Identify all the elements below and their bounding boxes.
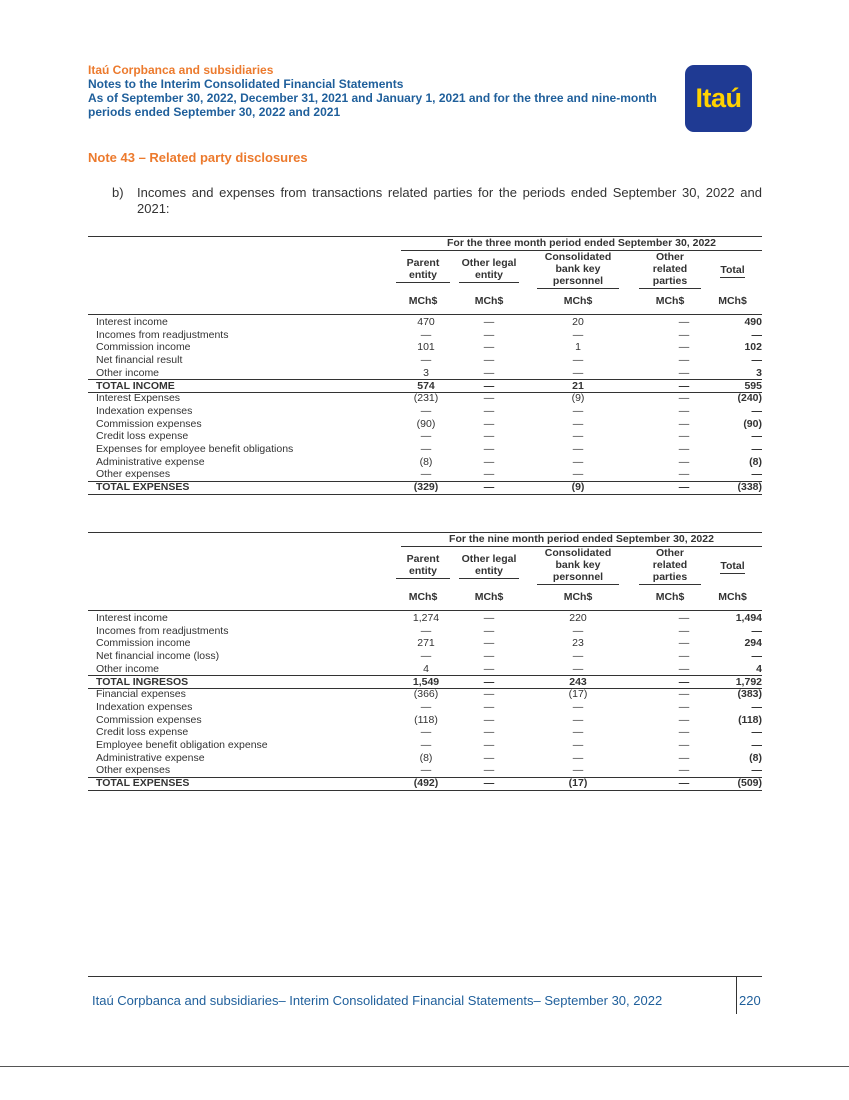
row-value: — bbox=[678, 751, 690, 764]
row-value: — bbox=[572, 328, 584, 341]
row-label: TOTAL EXPENSES bbox=[96, 481, 190, 494]
row-value: — bbox=[572, 751, 584, 764]
row-value: — bbox=[483, 624, 495, 637]
row-value: — bbox=[678, 739, 690, 751]
table-row bbox=[88, 405, 762, 418]
row-value: (8) bbox=[419, 455, 433, 468]
row-value: 102 bbox=[744, 341, 762, 354]
row-value: (17) bbox=[568, 688, 588, 701]
row-value: 101 bbox=[417, 341, 435, 354]
row-label: Commission income bbox=[96, 637, 191, 650]
page-bottom-rule bbox=[0, 1066, 849, 1067]
row-value: — bbox=[420, 700, 432, 713]
intro-label: b) bbox=[112, 185, 124, 200]
total-rule-below bbox=[88, 494, 762, 495]
row-value: — bbox=[483, 481, 495, 494]
row-label: Other expenses bbox=[96, 468, 171, 481]
row-value: — bbox=[483, 650, 495, 663]
row-label: TOTAL INGRESOS bbox=[96, 675, 189, 688]
row-value: 1 bbox=[575, 341, 581, 354]
column-header-label: Total bbox=[720, 264, 745, 276]
row-value: 220 bbox=[569, 612, 587, 624]
table-row bbox=[88, 637, 762, 650]
row-value: 21 bbox=[572, 379, 584, 392]
row-value: (9) bbox=[571, 481, 585, 494]
row-value: 4 bbox=[756, 662, 762, 675]
table-row bbox=[88, 701, 762, 714]
row-value: — bbox=[572, 468, 584, 481]
row-value: — bbox=[572, 713, 584, 726]
row-value: — bbox=[751, 650, 762, 663]
total-rule-below bbox=[88, 790, 762, 791]
row-value: (90) bbox=[416, 417, 436, 430]
row-value: — bbox=[420, 624, 432, 637]
row-value: — bbox=[483, 455, 495, 468]
row-value: (383) bbox=[737, 688, 762, 701]
row-value: — bbox=[483, 366, 495, 379]
row-label: Indexation expenses bbox=[96, 700, 193, 713]
unit-label: MCh$ bbox=[563, 295, 593, 307]
row-value: — bbox=[483, 392, 495, 405]
row-value: — bbox=[483, 713, 495, 726]
row-value: — bbox=[751, 624, 762, 637]
row-label: Interest Expenses bbox=[96, 392, 181, 405]
table-row bbox=[88, 468, 762, 481]
table-row bbox=[88, 430, 762, 443]
table-row bbox=[88, 481, 762, 494]
report-header bbox=[88, 63, 668, 119]
footer-text: Itaú Corpbanca and subsidiaries– Interim Consolidated Financial Statements– September 30, 2022 bbox=[92, 993, 663, 1008]
column-header-label: Other legal entity bbox=[459, 257, 519, 283]
row-value: 1,792 bbox=[735, 675, 762, 688]
table-row bbox=[88, 739, 762, 752]
row-label: Administrative expense bbox=[96, 751, 205, 764]
row-value: — bbox=[420, 739, 432, 751]
row-value: — bbox=[678, 688, 690, 701]
row-label: Indexation expenses bbox=[96, 404, 193, 417]
row-value: — bbox=[678, 637, 690, 650]
row-value: — bbox=[483, 777, 495, 790]
row-value: — bbox=[751, 443, 762, 455]
column-header-2 bbox=[459, 553, 519, 579]
column-header-label: Consolidated bank key personnel bbox=[537, 251, 619, 289]
row-value: — bbox=[420, 328, 432, 341]
unit-label: MCh$ bbox=[718, 591, 747, 603]
row-value: 1,494 bbox=[735, 612, 762, 624]
row-value: — bbox=[483, 637, 495, 650]
row-label: Incomes from readjustments bbox=[96, 328, 229, 341]
header-title: Notes to the Interim Consolidated Financial Statements bbox=[88, 77, 404, 91]
table-row bbox=[88, 443, 762, 456]
row-value: (231) bbox=[413, 392, 439, 405]
row-value: 595 bbox=[744, 379, 762, 392]
column-header-4 bbox=[639, 251, 701, 289]
row-value: 1,274 bbox=[412, 612, 440, 624]
row-value: (509) bbox=[737, 777, 762, 790]
page-number: 220 bbox=[739, 993, 761, 1008]
table-row bbox=[88, 777, 762, 790]
unit-label: MCh$ bbox=[563, 591, 593, 603]
unit-label: MCh$ bbox=[718, 295, 747, 307]
row-value: (8) bbox=[749, 455, 762, 468]
row-value: 490 bbox=[744, 316, 762, 328]
row-value: — bbox=[483, 675, 495, 688]
row-value: 4 bbox=[423, 662, 429, 675]
row-value: 3 bbox=[756, 366, 762, 379]
row-label: TOTAL EXPENSES bbox=[96, 777, 190, 790]
column-header-1 bbox=[396, 257, 450, 283]
column-header-3 bbox=[537, 547, 619, 585]
row-value: — bbox=[678, 468, 690, 481]
row-value: — bbox=[751, 328, 762, 341]
row-value: (8) bbox=[419, 751, 433, 764]
table-row bbox=[88, 650, 762, 663]
row-value: — bbox=[483, 379, 495, 392]
table-row bbox=[88, 418, 762, 431]
row-value: — bbox=[483, 739, 495, 751]
row-value: — bbox=[572, 662, 584, 675]
unit-label: MCh$ bbox=[408, 295, 438, 307]
itau-logo bbox=[685, 65, 752, 132]
row-value: — bbox=[678, 316, 690, 328]
row-value: 470 bbox=[417, 316, 435, 328]
row-value: 574 bbox=[417, 379, 435, 392]
header-period: As of September 30, 2022, December 31, 2021 and January 1, 2021 and for the three and nine-month periods ended September 30, 2022 and 2021 bbox=[88, 91, 657, 119]
row-value: — bbox=[751, 430, 762, 443]
period-header: For the three month period ended September 30, 2022 bbox=[401, 237, 762, 251]
row-label: Expenses for employee benefit obligations bbox=[96, 443, 294, 455]
row-label: Commission income bbox=[96, 341, 191, 354]
unit-label: MCh$ bbox=[408, 591, 438, 603]
table-row bbox=[88, 764, 762, 777]
row-value: (240) bbox=[737, 392, 762, 405]
row-label: Other income bbox=[96, 366, 160, 379]
column-header-label: Consolidated bank key personnel bbox=[537, 547, 619, 585]
row-label: Employee benefit obligation expense bbox=[96, 739, 268, 751]
row-label: Financial expenses bbox=[96, 688, 186, 701]
row-value: — bbox=[751, 468, 762, 481]
row-value: — bbox=[483, 443, 495, 455]
row-value: (118) bbox=[414, 713, 438, 726]
row-value: — bbox=[678, 392, 690, 405]
column-header-2 bbox=[459, 257, 519, 283]
row-value: — bbox=[420, 650, 432, 663]
unit-label: MCh$ bbox=[655, 295, 685, 307]
row-label: Interest income bbox=[96, 612, 168, 624]
row-value: — bbox=[572, 764, 584, 777]
row-value: (9) bbox=[571, 392, 585, 405]
table-row bbox=[88, 380, 762, 393]
table-row bbox=[88, 663, 762, 676]
row-value: — bbox=[483, 316, 495, 328]
table-row bbox=[88, 392, 762, 405]
row-value: — bbox=[483, 662, 495, 675]
unit-label: MCh$ bbox=[655, 591, 685, 603]
row-value: — bbox=[751, 354, 762, 367]
row-value: — bbox=[678, 650, 690, 663]
row-value: — bbox=[572, 430, 584, 443]
row-label: Administrative expense bbox=[96, 455, 205, 468]
table-row bbox=[88, 367, 762, 380]
row-value: — bbox=[483, 688, 495, 701]
row-value: — bbox=[572, 650, 584, 663]
row-value: — bbox=[420, 404, 432, 417]
row-value: — bbox=[483, 612, 495, 624]
unit-label: MCh$ bbox=[474, 591, 504, 603]
row-label: TOTAL INCOME bbox=[96, 379, 175, 392]
row-value: — bbox=[483, 430, 495, 443]
row-label: Credit loss expense bbox=[96, 430, 189, 443]
row-value: — bbox=[483, 328, 495, 341]
row-value: — bbox=[678, 764, 690, 777]
period-header: For the nine month period ended September 30, 2022 bbox=[401, 533, 762, 547]
column-header-1 bbox=[396, 553, 450, 579]
row-label: Incomes from readjustments bbox=[96, 624, 229, 637]
row-value: — bbox=[678, 328, 690, 341]
row-label: Interest income bbox=[96, 316, 168, 328]
row-value: — bbox=[572, 404, 584, 417]
table-row bbox=[88, 688, 762, 701]
row-label: Commission expenses bbox=[96, 417, 202, 430]
row-value: — bbox=[751, 726, 762, 739]
footer-rule bbox=[88, 976, 762, 977]
table-row bbox=[88, 316, 762, 329]
row-label: Credit loss expense bbox=[96, 726, 189, 739]
row-label: Commission expenses bbox=[96, 713, 202, 726]
table-row bbox=[88, 714, 762, 727]
column-header-5 bbox=[703, 560, 762, 574]
table-row bbox=[88, 752, 762, 765]
note-title: Note 43 – Related party disclosures bbox=[88, 150, 308, 165]
column-header-label: Parent entity bbox=[396, 553, 450, 579]
row-value: — bbox=[483, 468, 495, 481]
row-value: — bbox=[678, 612, 690, 624]
table-row bbox=[88, 612, 762, 625]
table-row bbox=[88, 329, 762, 342]
row-value: — bbox=[483, 700, 495, 713]
row-value: — bbox=[572, 366, 584, 379]
row-label: Net financial result bbox=[96, 354, 183, 367]
row-value: — bbox=[572, 354, 584, 367]
row-label: Other income bbox=[96, 662, 160, 675]
table-row bbox=[88, 726, 762, 739]
row-value: 243 bbox=[569, 675, 587, 688]
row-value: — bbox=[678, 675, 690, 688]
row-value: — bbox=[572, 443, 584, 455]
row-value: — bbox=[572, 739, 584, 751]
row-value: — bbox=[678, 662, 690, 675]
row-label: Other expenses bbox=[96, 764, 171, 777]
row-value: — bbox=[678, 777, 690, 790]
row-value: — bbox=[678, 404, 690, 417]
row-value: — bbox=[751, 404, 762, 417]
row-value: (366) bbox=[413, 688, 439, 701]
column-header-label: Other related parties bbox=[639, 251, 701, 289]
column-header-3 bbox=[537, 251, 619, 289]
row-value: — bbox=[483, 354, 495, 367]
column-header-label: Other related parties bbox=[639, 547, 701, 585]
row-value: — bbox=[420, 468, 432, 481]
row-value: — bbox=[483, 751, 495, 764]
row-value: — bbox=[678, 354, 690, 367]
row-value: — bbox=[678, 713, 690, 726]
column-header-5 bbox=[703, 264, 762, 278]
row-value: 271 bbox=[417, 637, 435, 650]
row-value: — bbox=[483, 764, 495, 777]
row-value: — bbox=[678, 430, 690, 443]
row-value: — bbox=[572, 417, 584, 430]
header-rule bbox=[88, 314, 762, 315]
row-value: (17) bbox=[568, 777, 588, 790]
header-rule bbox=[88, 610, 762, 611]
row-value: — bbox=[420, 354, 432, 367]
row-value: — bbox=[751, 739, 762, 751]
row-value: — bbox=[678, 700, 690, 713]
row-value: (8) bbox=[749, 751, 762, 764]
row-value: — bbox=[678, 726, 690, 739]
table-row bbox=[88, 341, 762, 354]
row-value: — bbox=[678, 624, 690, 637]
table-row bbox=[88, 676, 762, 689]
table-row bbox=[88, 625, 762, 638]
row-value: — bbox=[420, 430, 432, 443]
row-value: — bbox=[572, 624, 584, 637]
row-value: — bbox=[751, 700, 762, 713]
row-value: (90) bbox=[743, 417, 762, 430]
row-value: (338) bbox=[737, 481, 762, 494]
row-value: — bbox=[678, 417, 690, 430]
row-value: — bbox=[678, 379, 690, 392]
row-value: (118) bbox=[738, 713, 762, 726]
row-value: — bbox=[678, 443, 690, 455]
row-value: — bbox=[420, 443, 432, 455]
row-value: — bbox=[678, 455, 690, 468]
row-value: — bbox=[483, 404, 495, 417]
row-value: — bbox=[572, 726, 584, 739]
row-value: (329) bbox=[413, 481, 439, 494]
row-value: 1,549 bbox=[412, 675, 440, 688]
row-value: — bbox=[678, 341, 690, 354]
row-value: 3 bbox=[423, 366, 429, 379]
row-value: — bbox=[483, 417, 495, 430]
company-name: Itaú Corpbanca and subsidiaries bbox=[88, 63, 274, 77]
row-value: — bbox=[678, 481, 690, 494]
row-value: — bbox=[751, 764, 762, 777]
footer-divider bbox=[736, 976, 737, 1014]
row-value: — bbox=[483, 726, 495, 739]
row-value: — bbox=[420, 764, 432, 777]
row-value: — bbox=[572, 700, 584, 713]
unit-label: MCh$ bbox=[474, 295, 504, 307]
table-row bbox=[88, 354, 762, 367]
row-value: — bbox=[483, 341, 495, 354]
intro-text: Incomes and expenses from transactions related parties for the periods ended September 30, 2022 and 2021: bbox=[137, 185, 762, 216]
row-value: (492) bbox=[413, 777, 439, 790]
row-value: — bbox=[678, 366, 690, 379]
column-header-label: Other legal entity bbox=[459, 553, 519, 579]
row-label: Net financial income (loss) bbox=[96, 650, 220, 663]
row-value: 294 bbox=[744, 637, 762, 650]
logo-text: Itaú bbox=[695, 83, 742, 113]
row-value: — bbox=[420, 726, 432, 739]
table-row bbox=[88, 456, 762, 469]
row-value: 23 bbox=[572, 637, 584, 650]
column-header-label: Total bbox=[720, 560, 745, 572]
row-value: — bbox=[572, 455, 584, 468]
intro-paragraph bbox=[112, 185, 762, 217]
column-header-4 bbox=[639, 547, 701, 585]
column-header-label: Parent entity bbox=[396, 257, 450, 283]
row-value: 20 bbox=[572, 316, 584, 328]
